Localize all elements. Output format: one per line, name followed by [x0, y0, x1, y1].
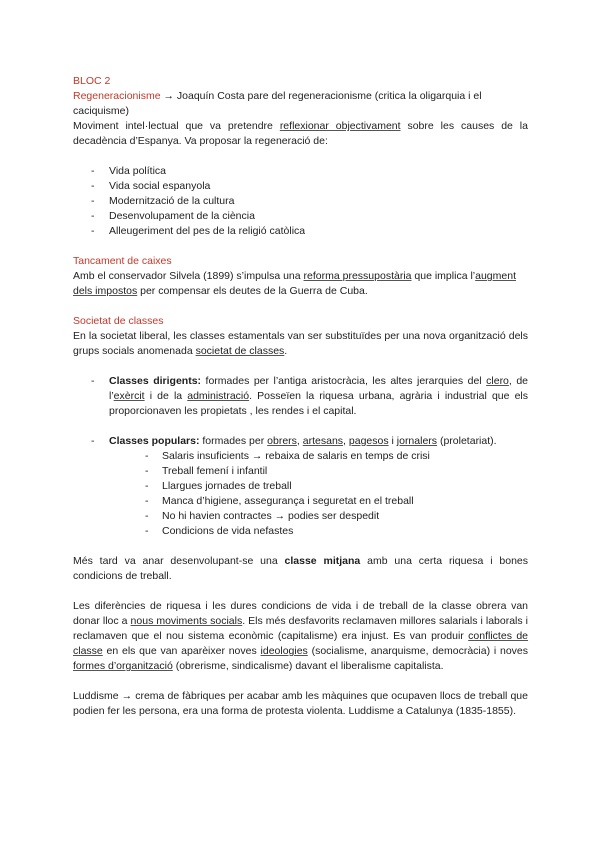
classes-list-2 [73, 434, 528, 539]
text: , de l’ [109, 375, 529, 402]
societat-title: Societat de classes [73, 315, 164, 327]
text: . [284, 345, 288, 357]
text: (obrerisme, sindicalisme) davant el liberalisme capitalista. [172, 660, 444, 672]
text: En la societat liberal, les classes estamentals van ser substituïdes per una nova organització dels grups socials anomenada [73, 330, 528, 357]
text: que implica l’ [411, 270, 476, 282]
list-item: - Modernització de la cultura [91, 194, 528, 209]
text: sobre les causes de la decadència d’Espanya. Va proposar la regeneració de: [73, 120, 528, 147]
bold-label: Classes populars: [109, 435, 200, 447]
text: (socialisme, anarquisme, democràcia) i noves [307, 645, 528, 657]
text: . Els més desfavorits reclamaven millores salarials i laborals i reclamaven que el nou sistema econòmic (capitalisme) era injust. Es van produir [73, 615, 529, 642]
text: formades per l’antiga aristocràcia, les altes jerarquies del [201, 375, 487, 387]
underlined-term: augment dels impostos [73, 270, 516, 297]
underlined-term: artesans [302, 435, 344, 447]
classes-populars-item [91, 434, 528, 539]
text: i de la [144, 390, 188, 402]
regen-title: Regeneracionisme [73, 90, 161, 102]
list-item: - Vida política [91, 164, 528, 179]
list-item: - Condicions de vida nefastes [145, 524, 528, 539]
text: Més tard va anar desenvolupant-se una [73, 555, 285, 567]
list-item: - Salaris insuficients → rebaixa de salaris en temps de crisi [145, 449, 528, 464]
text: . Posseïen la riquesa urbana, agrària i industrial que els proporcionaven les propietats , les rendes i el capital. [109, 390, 529, 417]
arrow: → [160, 90, 177, 102]
underlined-term: pagesos [348, 435, 389, 447]
underlined-term: ideologies [260, 645, 308, 657]
underlined-term: clero [486, 375, 509, 387]
societat-paragraph [73, 329, 528, 359]
regen-paragraph [73, 119, 528, 149]
mitjana-paragraph [73, 554, 528, 584]
text: formades per [199, 435, 268, 447]
text: Amb el conservador Silvela (1899) s’impulsa una [73, 270, 304, 282]
underlined-term: formes d’organització [73, 660, 173, 672]
underlined-term: administració [187, 390, 250, 402]
regen-intro-text: Joaquín Costa pare del regeneracionisme (critica la oligarquia i el caciquisme) [73, 90, 482, 117]
text: per compensar els deutes de la Guerra de Cuba. [137, 285, 368, 297]
list-item: - Desenvolupament de la ciència [91, 209, 528, 224]
list-item: - No hi havien contractes → podies ser despedit [145, 509, 528, 524]
text: i [388, 435, 397, 447]
list-item: - Treball femení i infantil [145, 464, 528, 479]
diferencies-paragraph [73, 599, 528, 674]
bold-label: Classes dirigents: [109, 375, 202, 387]
list-item: - Manca d’higiene, assegurança i seguretat en el treball [145, 494, 528, 509]
underlined-term: societat de classes [195, 345, 285, 357]
tancament-paragraph [73, 269, 528, 299]
populars-sublist [109, 449, 528, 539]
underlined-term: conflictes de classe [73, 630, 529, 657]
text: amb una certa riquesa i bones condicions de treball. [73, 555, 529, 582]
bold-term: classe mitjana [284, 555, 361, 567]
luddisme-paragraph: Luddisme → crema de fàbriques per acabar amb les màquines que ocupaven llocs de treball que podien fer les persona, era una forma de protesta violenta. Luddisme a Catalunya (1835-1855). [73, 690, 528, 717]
classes-dirigents-item [91, 374, 528, 419]
text: Moviment intel·lectual que va pretendre [73, 120, 280, 132]
document-page [73, 74, 528, 719]
underlined-term: reflexionar objectivament [279, 120, 401, 132]
text: en els que van aparèixer noves [102, 645, 261, 657]
text: (proletariat). [437, 435, 497, 447]
text: Les diferències de riquesa i les dures condicions de vida i de treball de la classe obrera van donar lloc a [73, 600, 528, 627]
underlined-term: exèrcit [113, 390, 145, 402]
underlined-term: nous moviments socials [130, 615, 243, 627]
classes-list [73, 374, 528, 419]
regen-intro [73, 89, 528, 119]
underlined-term: jornalers [396, 435, 438, 447]
text: , [343, 435, 349, 447]
list-item: - Alleugeriment del pes de la religió catòlica [91, 224, 528, 239]
text: , [296, 435, 303, 447]
tancament-title: Tancament de caixes [73, 255, 172, 267]
bloc-heading: BLOC 2 [73, 75, 111, 87]
underlined-term: reforma pressupostària [303, 270, 412, 282]
list-item: - Llargues jornades de treball [145, 479, 528, 494]
regen-list [73, 164, 528, 239]
list-item: - Vida social espanyola [91, 179, 528, 194]
underlined-term: obrers [267, 435, 297, 447]
